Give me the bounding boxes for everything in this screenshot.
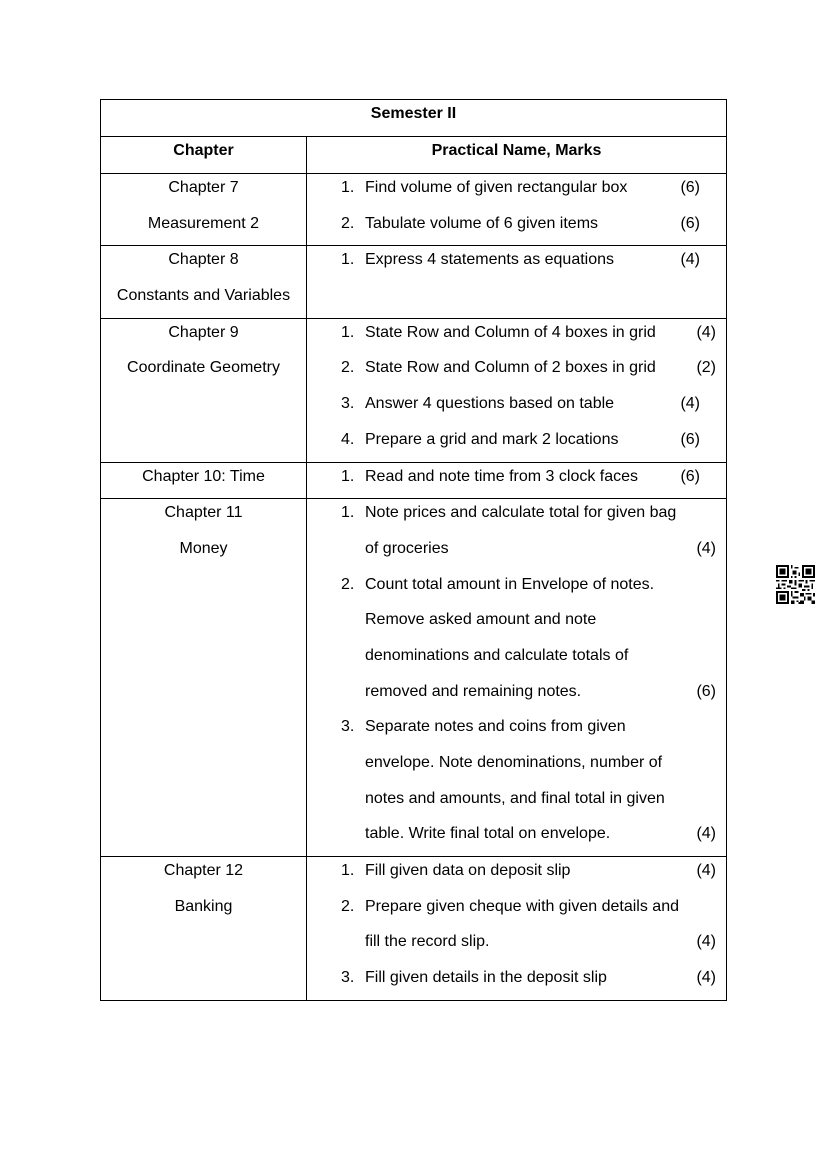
item-text: table. Write final total on envelope. bbox=[365, 825, 611, 843]
item-number: 1. bbox=[341, 504, 355, 522]
item-text: Separate notes and coins from given bbox=[365, 718, 626, 736]
item-text: Answer 4 questions based on table bbox=[365, 395, 615, 413]
item-number: 2. bbox=[341, 897, 355, 915]
item-number: 2. bbox=[341, 575, 355, 593]
semester-table bbox=[100, 99, 727, 1001]
item-text: removed and remaining notes. bbox=[365, 682, 582, 700]
item-number: 1. bbox=[341, 179, 355, 196]
item-number: 1. bbox=[341, 467, 355, 485]
item-text: envelope. Note denominations, number of bbox=[365, 754, 663, 771]
practical-item bbox=[341, 893, 716, 964]
item-marks: (4) bbox=[696, 323, 716, 341]
practical-item bbox=[341, 174, 716, 210]
item-number: 1. bbox=[341, 251, 355, 269]
practical-cell bbox=[307, 463, 726, 499]
practical-item bbox=[341, 426, 716, 462]
item-number: 3. bbox=[341, 395, 355, 413]
item-number: 2. bbox=[341, 359, 355, 377]
practical-item bbox=[341, 463, 716, 499]
practical-cell bbox=[307, 174, 726, 245]
item-marks: (2) bbox=[696, 359, 716, 377]
item-marks: (4) bbox=[696, 539, 716, 557]
item-text: State Row and Column of 2 boxes in grid bbox=[365, 359, 656, 377]
chapter-line: Money bbox=[179, 539, 228, 557]
item-text: Fill given details in the deposit slip bbox=[365, 969, 607, 987]
practical-item bbox=[341, 354, 716, 390]
item-text: Find volume of given rectangular box bbox=[365, 179, 628, 196]
chapter-cell bbox=[101, 246, 307, 317]
item-number: 1. bbox=[341, 323, 355, 341]
practical-cell bbox=[307, 499, 726, 856]
item-number: 2. bbox=[341, 214, 355, 232]
chapter-cell bbox=[101, 857, 307, 1000]
item-marks: (6) bbox=[680, 214, 700, 232]
item-marks: (4) bbox=[680, 395, 700, 413]
item-marks: (4) bbox=[696, 825, 716, 843]
item-text: notes and amounts, and final total in given bbox=[365, 789, 665, 807]
item-text: of groceries bbox=[365, 539, 449, 557]
practical-item bbox=[341, 499, 716, 570]
chapter-line: Measurement 2 bbox=[147, 214, 260, 232]
chapter-cell bbox=[101, 463, 307, 499]
item-marks: (6) bbox=[680, 179, 700, 196]
chapter-header: Chapter bbox=[101, 137, 307, 173]
chapter-cell bbox=[101, 319, 307, 462]
item-number: 1. bbox=[341, 862, 355, 880]
table-row bbox=[101, 498, 726, 856]
table-row bbox=[101, 245, 726, 317]
chapter-line: Constants and Variables bbox=[116, 287, 291, 305]
chapter-line: Coordinate Geometry bbox=[127, 359, 280, 377]
practical-cell bbox=[307, 246, 726, 317]
chapter-line: Chapter 10: Time bbox=[142, 467, 265, 485]
chapter-line: Chapter 12 bbox=[163, 862, 244, 880]
item-marks: (4) bbox=[696, 862, 716, 880]
item-text: Express 4 statements as equations bbox=[365, 251, 615, 269]
practical-item bbox=[341, 210, 716, 246]
chapter-cell bbox=[101, 174, 307, 245]
table-row bbox=[101, 318, 726, 462]
item-text: Prepare given cheque with given details and bbox=[365, 897, 679, 915]
item-marks: (6) bbox=[696, 682, 716, 700]
item-number: 4. bbox=[341, 430, 355, 448]
practical-item bbox=[341, 571, 716, 714]
practical-header: Practical Name, Marks bbox=[431, 142, 602, 159]
table-row bbox=[101, 173, 726, 245]
practical-item bbox=[341, 857, 716, 893]
item-text: Read and note time from 3 clock faces bbox=[365, 467, 639, 485]
item-text: fill the record slip. bbox=[365, 933, 490, 951]
practical-cell bbox=[307, 319, 726, 462]
item-marks: (6) bbox=[680, 467, 700, 485]
chapter-line: Chapter 7 bbox=[168, 179, 239, 196]
item-marks: (4) bbox=[696, 933, 716, 951]
qr-code-icon bbox=[776, 565, 815, 604]
item-marks: (4) bbox=[696, 969, 716, 987]
item-text: State Row and Column of 4 boxes in grid bbox=[365, 323, 656, 341]
chapter-cell bbox=[101, 499, 307, 856]
chapter-line: Chapter 8 bbox=[168, 251, 239, 269]
practical-item bbox=[341, 964, 716, 1000]
practical-item bbox=[341, 713, 716, 856]
title-row bbox=[101, 100, 726, 136]
item-text: Fill given data on deposit slip bbox=[365, 862, 571, 880]
item-text: denominations and calculate totals of bbox=[365, 646, 629, 664]
practical-item bbox=[341, 390, 716, 426]
chapter-line: Chapter 11 bbox=[164, 504, 243, 522]
item-text: Note prices and calculate total for given bag bbox=[365, 504, 677, 522]
item-text: Tabulate volume of 6 given items bbox=[365, 214, 599, 232]
header-row bbox=[101, 136, 726, 173]
practical-cell bbox=[307, 857, 726, 1000]
item-marks: (4) bbox=[680, 251, 700, 269]
item-number: 3. bbox=[341, 969, 355, 987]
item-number: 3. bbox=[341, 718, 355, 736]
chapter-line: Banking bbox=[174, 897, 233, 915]
item-text: Prepare a grid and mark 2 locations bbox=[365, 430, 619, 448]
practical-item bbox=[341, 246, 716, 282]
chapter-line: Chapter 9 bbox=[168, 323, 239, 341]
practical-item bbox=[341, 319, 716, 355]
table-row bbox=[101, 462, 726, 499]
item-text: Count total amount in Envelope of notes. bbox=[365, 575, 655, 593]
table-title: Semester II bbox=[370, 105, 457, 122]
item-text: Remove asked amount and note bbox=[365, 611, 597, 629]
item-marks: (6) bbox=[680, 430, 700, 448]
table-row bbox=[101, 856, 726, 1000]
